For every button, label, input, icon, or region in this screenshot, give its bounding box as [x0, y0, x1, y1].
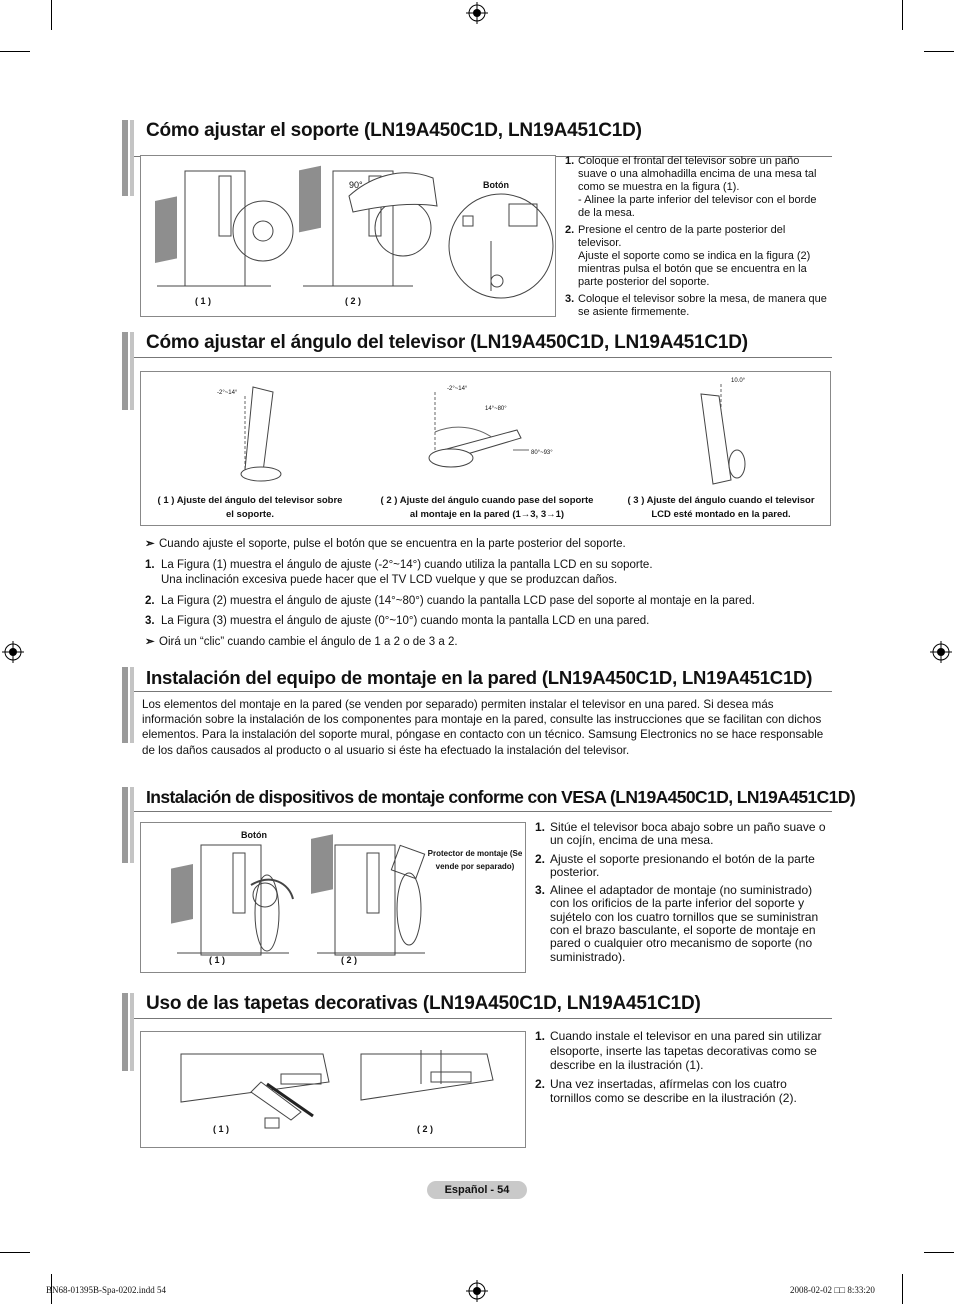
- step-number: 1.: [535, 1029, 546, 1043]
- step-text: Alinee el adaptador de montaje (no suministrado) con los orificios de la parte inferior del soporte y sujételo con los cuatro tornillos que se suministran con el brazo basculante, el soporte de montaje en pared o cualquier otro mecanismo de soporte (no suministrado).: [550, 883, 819, 964]
- registration-mark-icon: [466, 1280, 488, 1302]
- step-item: [565, 293, 830, 319]
- step-number: 1.: [535, 820, 546, 834]
- note-text: La Figura (1) muestra el ángulo de ajuste (-2°~14°) cuando utiliza la pantalla LCD en su soporte.: [161, 558, 653, 571]
- button-label: Botón: [241, 830, 267, 840]
- heading-bar: [130, 993, 134, 1071]
- heading-rule: [134, 811, 832, 812]
- section-title: Cómo ajustar el soporte (LN19A450C1D, LN19A451C1D): [146, 120, 642, 141]
- registration-mark-icon: [2, 641, 24, 663]
- registration-mark-icon: [930, 641, 952, 663]
- crop-mark: [0, 51, 30, 52]
- step-text: Ajuste el soporte presionando el botón de la parte posterior.: [550, 851, 815, 879]
- note-row: [145, 635, 835, 651]
- step-item: [565, 155, 830, 220]
- note-text: Oirá un “clic” cuando cambie el ángulo de 1 a 2 o de 3 a 2.: [159, 635, 458, 648]
- heading-rule: [134, 357, 832, 358]
- figure-label: ( 2 ): [345, 296, 362, 306]
- crop-mark: [0, 1252, 30, 1253]
- section-title: Instalación de dispositivos de montaje conforme con VESA (LN19A450C1D, LN19A451C1D): [146, 787, 856, 807]
- angle-label: 10.0°: [731, 378, 746, 384]
- section-title: Instalación del equipo de montaje en la pared (LN19A450C1D, LN19A451C1D): [146, 667, 813, 688]
- step-number: 3.: [565, 293, 575, 305]
- step-text: Una vez insertadas, afírmelas con los cuatro tornillos como se describe en la ilustración (2).: [550, 1076, 797, 1105]
- figure-label: ( 2 ): [417, 1124, 434, 1134]
- step-item: [535, 1029, 825, 1073]
- step-text: Sitúe el televisor boca abajo sobre un paño suave o un cojín, encima de una mesa.: [550, 820, 826, 848]
- protector-label: Protector de montaje (Se vende por separado): [427, 849, 523, 871]
- step-subtext: Ajuste el soporte como se indica en la figura (2) mientras pulsa el botón que se encuentra en la parte posterior del soporte.: [578, 250, 811, 288]
- step-item: [535, 821, 832, 848]
- crop-mark: [902, 0, 903, 30]
- note-number: 3.: [145, 615, 155, 627]
- vesa-illustration: [141, 823, 527, 974]
- page-number-badge: Español - 54: [427, 1181, 527, 1199]
- heading-bar: [122, 993, 128, 1071]
- angle-label: 80°~93°: [531, 450, 553, 456]
- step-number: 3.: [535, 883, 546, 898]
- step-number: 2.: [535, 1076, 546, 1091]
- figure-caption: ( 3 ) Ajuste del ángulo cuando el televisor LCD esté montado en la pared.: [627, 495, 815, 520]
- step-text: Cuando instale el televisor en una pared sin utilizar elsoporte, inserte las tapetas decorativas como se describe en la ilustración (1).: [550, 1029, 822, 1072]
- note-number: 1.: [145, 558, 155, 571]
- note-row: [145, 537, 835, 553]
- figure-label: ( 1 ): [209, 955, 226, 965]
- section-title: Cómo ajustar el ángulo del televisor (LN19A450C1D, LN19A451C1D): [146, 332, 748, 353]
- figure-label: ( 1 ): [213, 1124, 230, 1134]
- figure-caption: ( 1 ) Ajuste del ángulo del televisor sobre el soporte.: [157, 495, 343, 520]
- heading-bar: [122, 667, 128, 743]
- note-number: 2.: [145, 594, 155, 607]
- note-text: La Figura (2) muestra el ángulo de ajuste (14°~80°) cuando la pantalla LCD pase del soporte al montaje en la pared.: [161, 594, 755, 607]
- angle-label: 14°~80°: [485, 406, 507, 412]
- step-item: [535, 1077, 825, 1106]
- step-number: 1.: [565, 155, 575, 167]
- step-text: Coloque el frontal del televisor sobre un paño suave o una almohadilla encima de una mesa tal como se muestra en la figura (1).: [578, 155, 817, 193]
- heading-bar: [122, 787, 128, 863]
- step-text: Presione el centro de la parte posterior del televisor.: [578, 224, 786, 249]
- stand-steps: [565, 155, 830, 323]
- note-row: [145, 594, 835, 610]
- angle-label: -2°~14°: [217, 390, 238, 396]
- crop-mark: [51, 0, 52, 30]
- heading-bar: [130, 667, 134, 743]
- stand-figure: [140, 155, 556, 317]
- step-number: 2.: [565, 224, 575, 236]
- note-text: Una inclinación excesiva puede hacer que el TV LCD vuelque y que se produzcan daños.: [161, 574, 618, 586]
- step-subtext: - Alinee la parte inferior del televisor con el borde de la mesa.: [578, 194, 817, 219]
- cover-illustration: [141, 1032, 527, 1149]
- note-row: [145, 558, 835, 589]
- wall-mount-paragraph: Los elementos del montaje en la pared (se venden por separado) permiten instalar el televisor en una pared. Si desea más información sobre la instalación de los componentes para montaje en la pared, consulte las instrucciones que se facilitan con dichos elementos. Para la instalación del soporte mural, póngase en contacto con un técnico. Samsung Electronics no se hace responsable de los daños causados al producto o al usuario si éste ha efectuado la instalación del televisor.: [142, 698, 824, 757]
- figure-label: 90°: [349, 180, 363, 190]
- angle-label: -2°~14°: [447, 386, 468, 392]
- note-text: Cuando ajuste el soporte, pulse el botón que se encuentra en la parte posterior del soporte.: [159, 538, 626, 550]
- heading-bar: [122, 332, 128, 410]
- print-date: 2008-02-02 □□ 8:33:20: [790, 1285, 875, 1295]
- note-arrow-icon: ➣: [145, 635, 155, 648]
- figure-caption: ( 2 ) Ajuste del ángulo cuando pase del soporte al montaje en la pared (1→3, 3→1): [380, 495, 594, 520]
- step-item: [535, 884, 832, 964]
- angle-notes: [145, 537, 835, 655]
- note-arrow-icon: ➣: [145, 538, 155, 550]
- section-title: Uso de las tapetas decorativas (LN19A450C1D, LN19A451C1D): [146, 993, 701, 1014]
- heading-bar: [130, 120, 134, 196]
- crop-mark: [924, 1252, 954, 1253]
- heading-bar: [122, 120, 128, 196]
- step-item: [535, 853, 832, 880]
- vesa-figure: [140, 822, 526, 973]
- cover-figure: [140, 1031, 526, 1148]
- heading-bar: [130, 787, 134, 863]
- vesa-steps: [535, 821, 832, 969]
- figure-label: ( 1 ): [195, 296, 212, 306]
- crop-mark: [924, 51, 954, 52]
- crop-mark: [902, 1274, 903, 1304]
- heading-rule: [134, 691, 832, 692]
- step-text: Coloque el televisor sobre la mesa, de manera que se asiente firmemente.: [578, 293, 827, 318]
- angle-figure: [140, 371, 831, 526]
- registration-mark-icon: [466, 2, 488, 24]
- step-item: [565, 224, 830, 289]
- step-number: 2.: [535, 851, 546, 866]
- heading-bar: [130, 332, 134, 410]
- file-info: BN68-01395B-Spa-0202.indd 54: [46, 1285, 166, 1295]
- cover-steps: [535, 1029, 825, 1111]
- note-text: La Figura (3) muestra el ángulo de ajuste (0°~10°) cuando monta la pantalla LCD en una pared.: [161, 615, 650, 627]
- heading-rule: [134, 1018, 832, 1019]
- note-row: [145, 614, 835, 630]
- figure-label: ( 2 ): [341, 955, 358, 965]
- button-label: Botón: [483, 180, 509, 190]
